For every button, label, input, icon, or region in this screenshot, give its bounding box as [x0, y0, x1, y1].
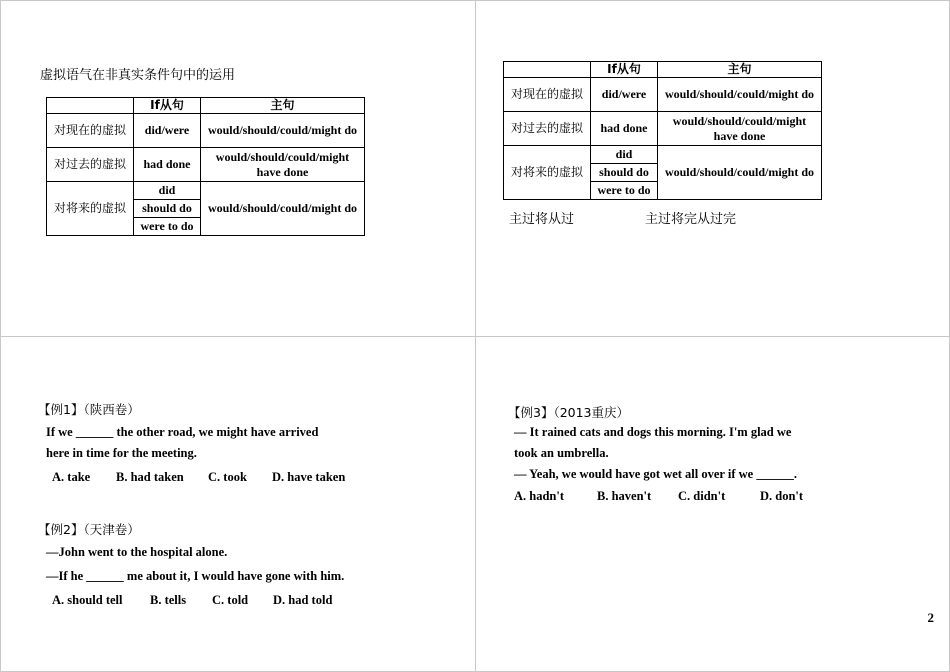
main-form: would/should/could/might do [658, 78, 822, 112]
example1-line1: If we ______ the other road, we might have arrived [46, 425, 319, 439]
table-row [47, 114, 365, 148]
main-form: would/should/could/might have done [201, 148, 365, 182]
option-c: C. didn't [678, 489, 726, 503]
main-form: would/should/could/might do [658, 146, 822, 200]
row-label: 对过去的虚拟 [47, 148, 134, 182]
option-a: A. should tell [52, 593, 123, 607]
table-row [47, 148, 365, 182]
option-d: D. have taken [272, 470, 346, 484]
example2-line1: —John went to the hospital alone. [46, 545, 228, 559]
if-form: had done [134, 148, 201, 182]
option-c: C. took [208, 470, 247, 484]
option-c: C. told [212, 593, 249, 607]
row-label: 对现在的虚拟 [47, 114, 134, 148]
horizontal-divider [0, 336, 950, 337]
if-form: were to do [134, 218, 201, 236]
example3-line2: took an umbrella. [514, 446, 609, 460]
header-if-clause: If从句 [134, 98, 201, 114]
main-form: would/should/could/might do [201, 114, 365, 148]
table-row [47, 182, 365, 200]
header-blank [504, 62, 591, 78]
row-label: 对现在的虚拟 [504, 78, 591, 112]
example-tag: 【例1】 [38, 402, 84, 417]
example3-line3: — Yeah, we would have got wet all over if we ______. [514, 467, 797, 481]
mnemonic-left: 主过将从过 [509, 212, 575, 227]
option-b: B. tells [150, 593, 187, 607]
example3-title [508, 403, 629, 421]
table-header-row [504, 62, 822, 78]
table-row [504, 78, 822, 112]
if-form: did [134, 182, 201, 200]
if-form: did/were [134, 114, 201, 148]
example-source: （天津卷） [83, 522, 140, 537]
option-b: B. had taken [116, 470, 184, 484]
example-source: （2013重庆） [553, 405, 630, 420]
if-form: did/were [591, 78, 658, 112]
option-d: D. don't [760, 489, 804, 503]
slide1-heading: 虚拟语气在非真实条件句中的运用 [40, 68, 236, 83]
main-form: would/should/could/might do [201, 182, 365, 236]
mnemonic-right: 主过将完从过完 [645, 212, 737, 227]
option-a: A. take [52, 470, 91, 484]
slide2-grammar-table [503, 61, 822, 200]
slide1-grammar-table [46, 97, 365, 236]
row-label: 对将来的虚拟 [47, 182, 134, 236]
example-source: （陕西卷） [83, 402, 140, 417]
header-blank [47, 98, 134, 114]
header-main-clause: 主句 [658, 62, 822, 78]
main-form: would/should/could/might have done [658, 112, 822, 146]
example1-title [38, 400, 140, 418]
if-form: should do [134, 200, 201, 218]
header-if-clause: If从句 [591, 62, 658, 78]
example2-title [38, 520, 140, 538]
table-header-row [47, 98, 365, 114]
example-tag: 【例3】 [508, 405, 554, 420]
option-b: B. haven't [597, 489, 652, 503]
table-row [504, 112, 822, 146]
example2-line2: —If he ______ me about it, I would have gone with him. [46, 569, 345, 583]
page-number: 2 [927, 610, 934, 625]
if-form: should do [591, 164, 658, 182]
if-form: were to do [591, 182, 658, 200]
if-form: had done [591, 112, 658, 146]
option-d: D. had told [273, 593, 333, 607]
example1-line2: here in time for the meeting. [46, 446, 197, 460]
table-row [504, 146, 822, 164]
header-main-clause: 主句 [201, 98, 365, 114]
row-label: 对将来的虚拟 [504, 146, 591, 200]
option-a: A. hadn't [514, 489, 565, 503]
row-label: 对过去的虚拟 [504, 112, 591, 146]
example-tag: 【例2】 [38, 522, 84, 537]
example3-line1: — It rained cats and dogs this morning. I'm glad we [514, 425, 792, 439]
if-form: did [591, 146, 658, 164]
